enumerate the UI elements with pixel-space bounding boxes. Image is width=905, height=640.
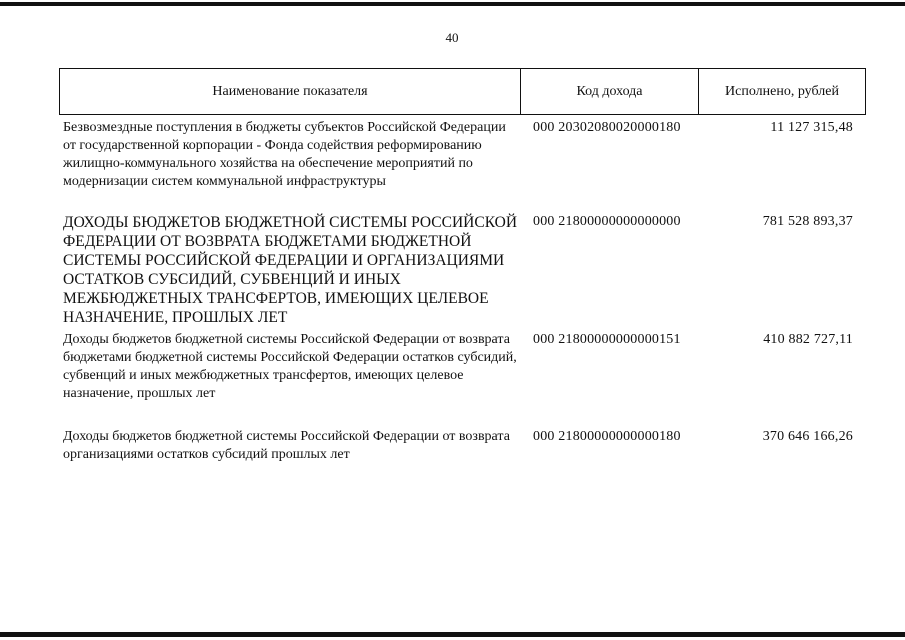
page-number: 40 — [445, 30, 459, 45]
top-border-rule — [0, 2, 905, 6]
header-name-column: Наименование показателя — [60, 69, 521, 114]
row-amount: 410 882 727,11 — [763, 332, 853, 347]
row-income-code: 000 21800000000000151 — [533, 332, 681, 347]
row-name: Безвозмездные поступления в бюджеты субъектов Российской Федерации от государственной корпорации - Фонда содействия реформированию жилищно-коммунального хозяйства на обеспечение мероприятий по модернизации систем коммунальной инфраструктуры — [63, 120, 506, 189]
row-income-code: 000 20302080020000180 — [533, 120, 681, 135]
table-header — [59, 68, 866, 115]
header-code-column: Код дохода — [521, 69, 699, 114]
bottom-border-rule — [0, 632, 905, 637]
header-amount-column: Исполнено, рублей — [725, 83, 839, 99]
row-name: Доходы бюджетов бюджетной системы Российской Федерации от возврата организациями остатков субсидий прошлых лет — [63, 429, 510, 462]
row-amount: 370 646 166,26 — [762, 429, 853, 444]
row-amount: 781 528 893,37 — [762, 214, 853, 229]
row-amount: 11 127 315,48 — [770, 120, 853, 135]
row-name: ДОХОДЫ БЮДЖЕТОВ БЮДЖЕТНОЙ СИСТЕМЫ РОССИЙСКОЙ ФЕДЕРАЦИИ ОТ ВОЗВРАТА БЮДЖЕТАМИ БЮДЖЕТНОЙ СИСТЕМЫ РОССИЙСКОЙ ФЕДЕРАЦИИ И ОРГАНИЗАЦИЯМИ ОСТАТКОВ СУБСИДИЙ, СУБВЕНЦИЙ И ИНЫХ МЕЖБЮДЖЕТНЫХ ТРАНСФЕРТОВ, ИМЕЮЩИХ ЦЕЛЕВОЕ НАЗНАЧЕНИЕ, ПРОШЛЫХ ЛЕТ — [63, 214, 518, 326]
row-income-code: 000 21800000000000000 — [533, 214, 681, 229]
row-name: Доходы бюджетов бюджетной системы Российской Федерации от возврата бюджетами бюджетной системы Российской Федерации остатков субсидий, субвенций и иных межбюджетных трансфертов, имеющих целевое назначение, прошлых лет — [63, 332, 517, 401]
row-income-code: 000 21800000000000180 — [533, 429, 681, 444]
